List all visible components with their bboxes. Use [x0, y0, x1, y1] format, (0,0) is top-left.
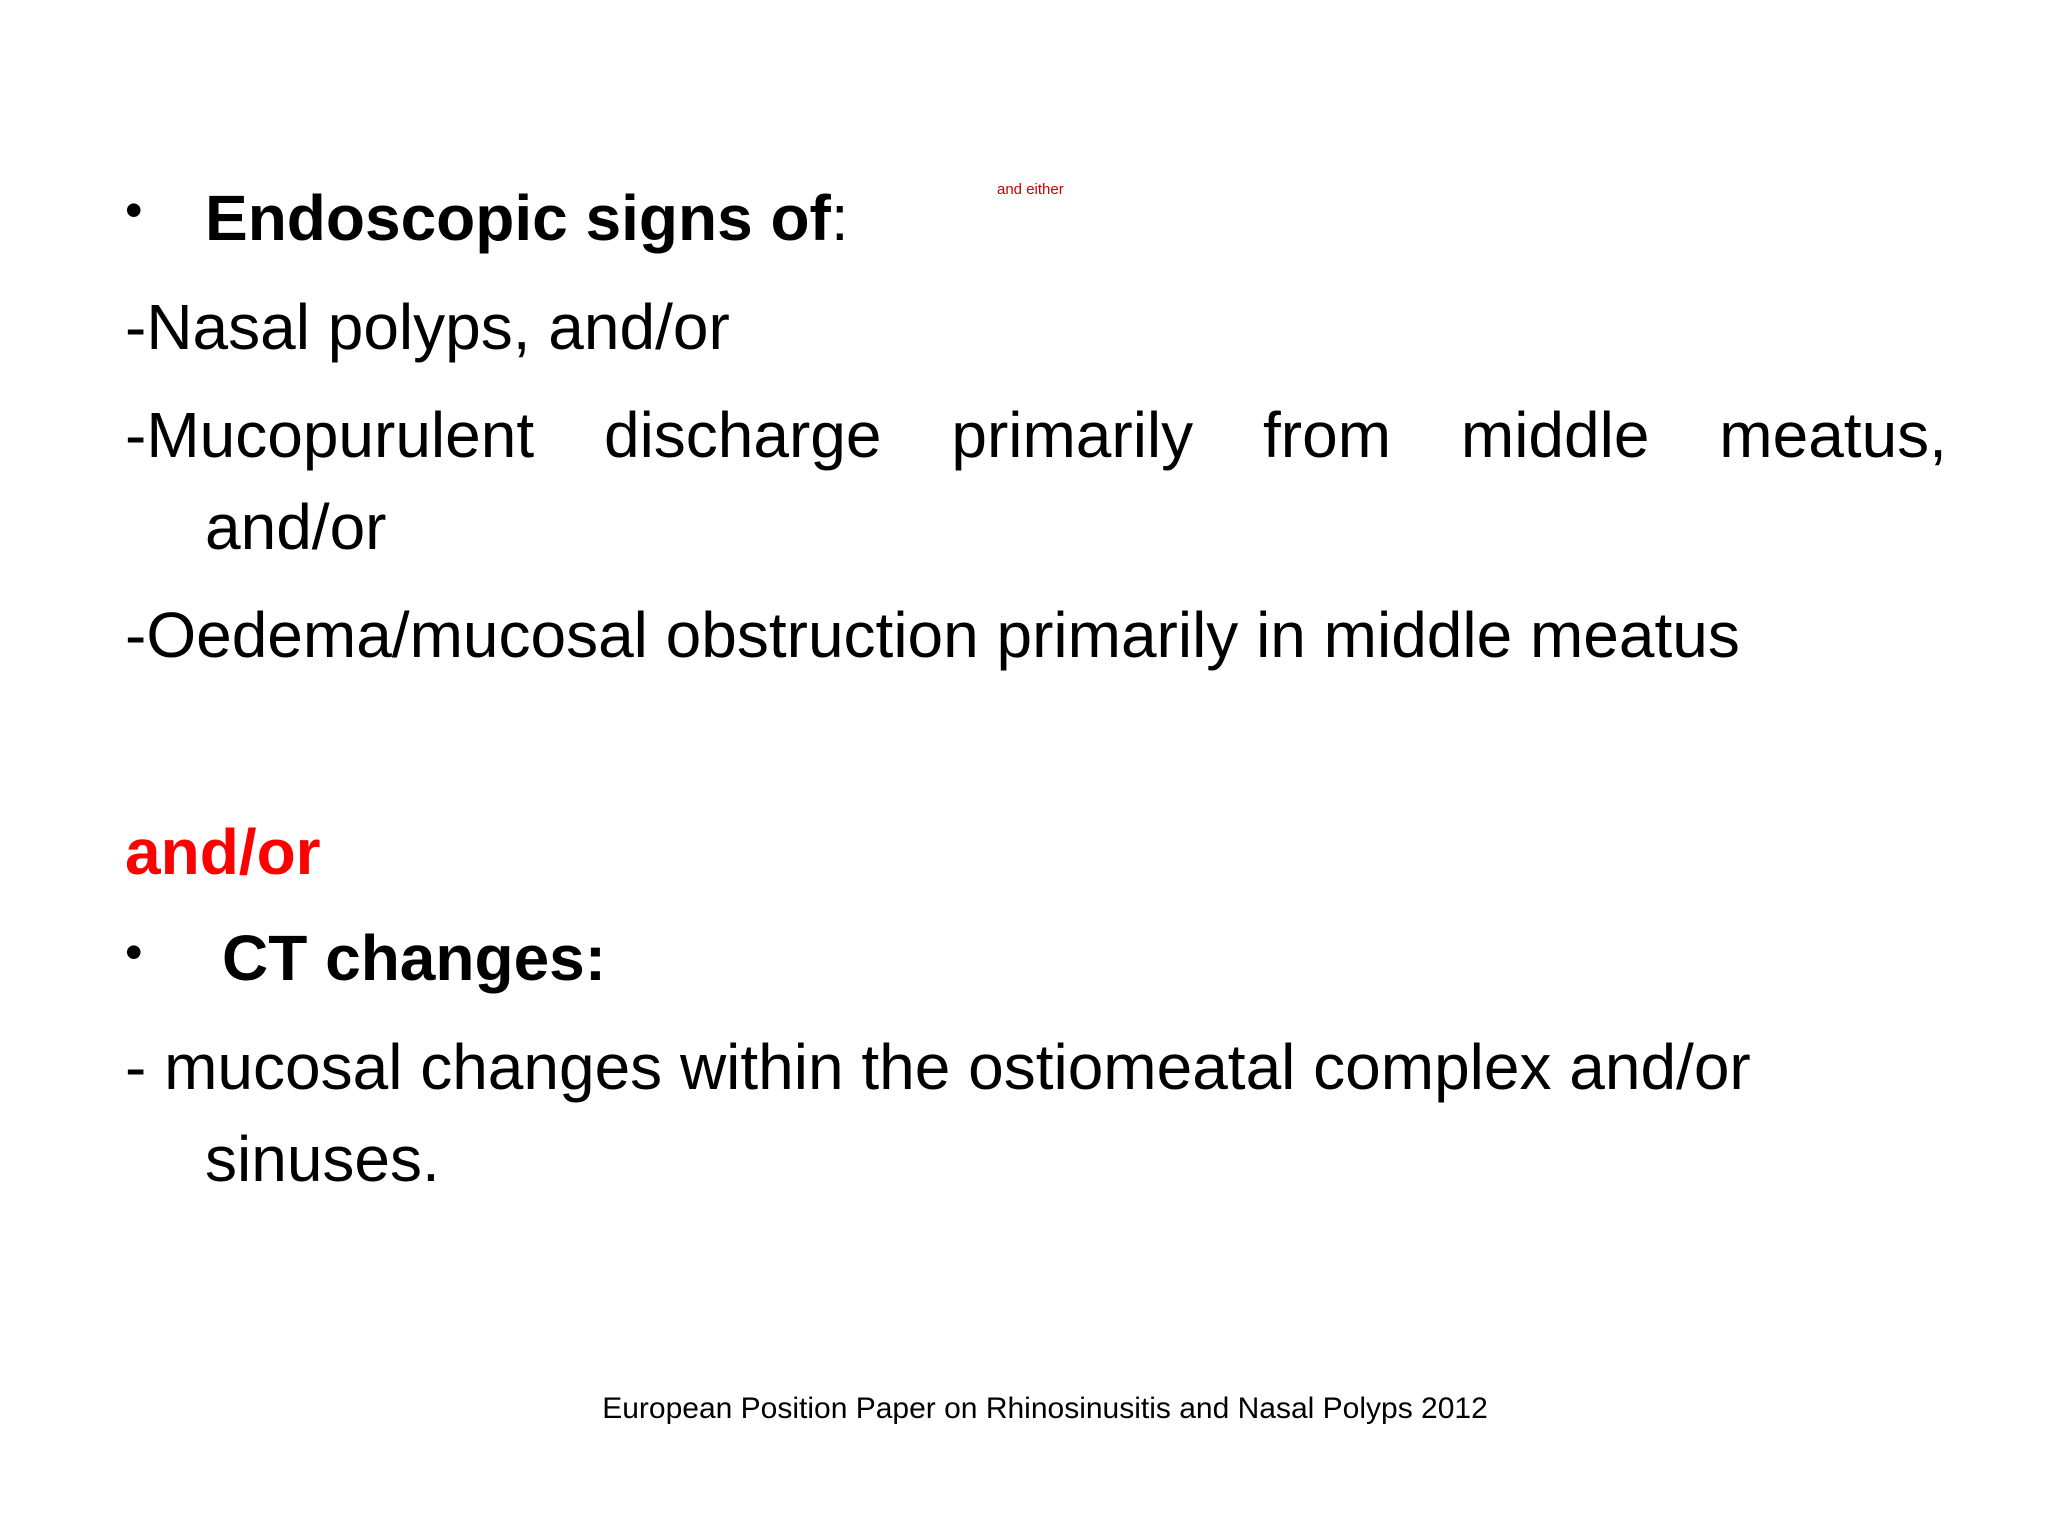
connector-text: and/or — [125, 816, 321, 888]
note-text: and either — [997, 181, 1064, 198]
list-item — [125, 399, 1947, 471]
section-heading-endoscopic — [205, 182, 849, 254]
word: discharge — [603, 399, 882, 471]
section-heading-ct: CT changes: — [222, 922, 607, 994]
word: meatus, — [1719, 399, 1947, 471]
list-item: -Oedema/mucosal obstruction primarily in middle meatus — [125, 599, 1740, 671]
heading-colon: : — [830, 182, 849, 254]
bullet-icon: • — [125, 924, 143, 980]
word: middle — [1460, 399, 1650, 471]
list-item: -Nasal polyps, and/or — [125, 291, 730, 363]
list-item-continuation: and/or — [205, 491, 387, 563]
word: from — [1263, 399, 1391, 471]
list-item: - mucosal changes within the ostiomeatal complex and/or — [125, 1031, 1751, 1103]
bullet-icon: • — [125, 182, 143, 238]
word: -Mucopurulent — [125, 399, 535, 471]
footer-citation: European Position Paper on Rhinosinusitis and Nasal Polyps 2012 — [602, 1392, 1488, 1425]
word: primarily — [951, 399, 1194, 471]
list-item-continuation: sinuses. — [205, 1123, 440, 1195]
heading-text: Endoscopic signs of — [205, 182, 831, 254]
